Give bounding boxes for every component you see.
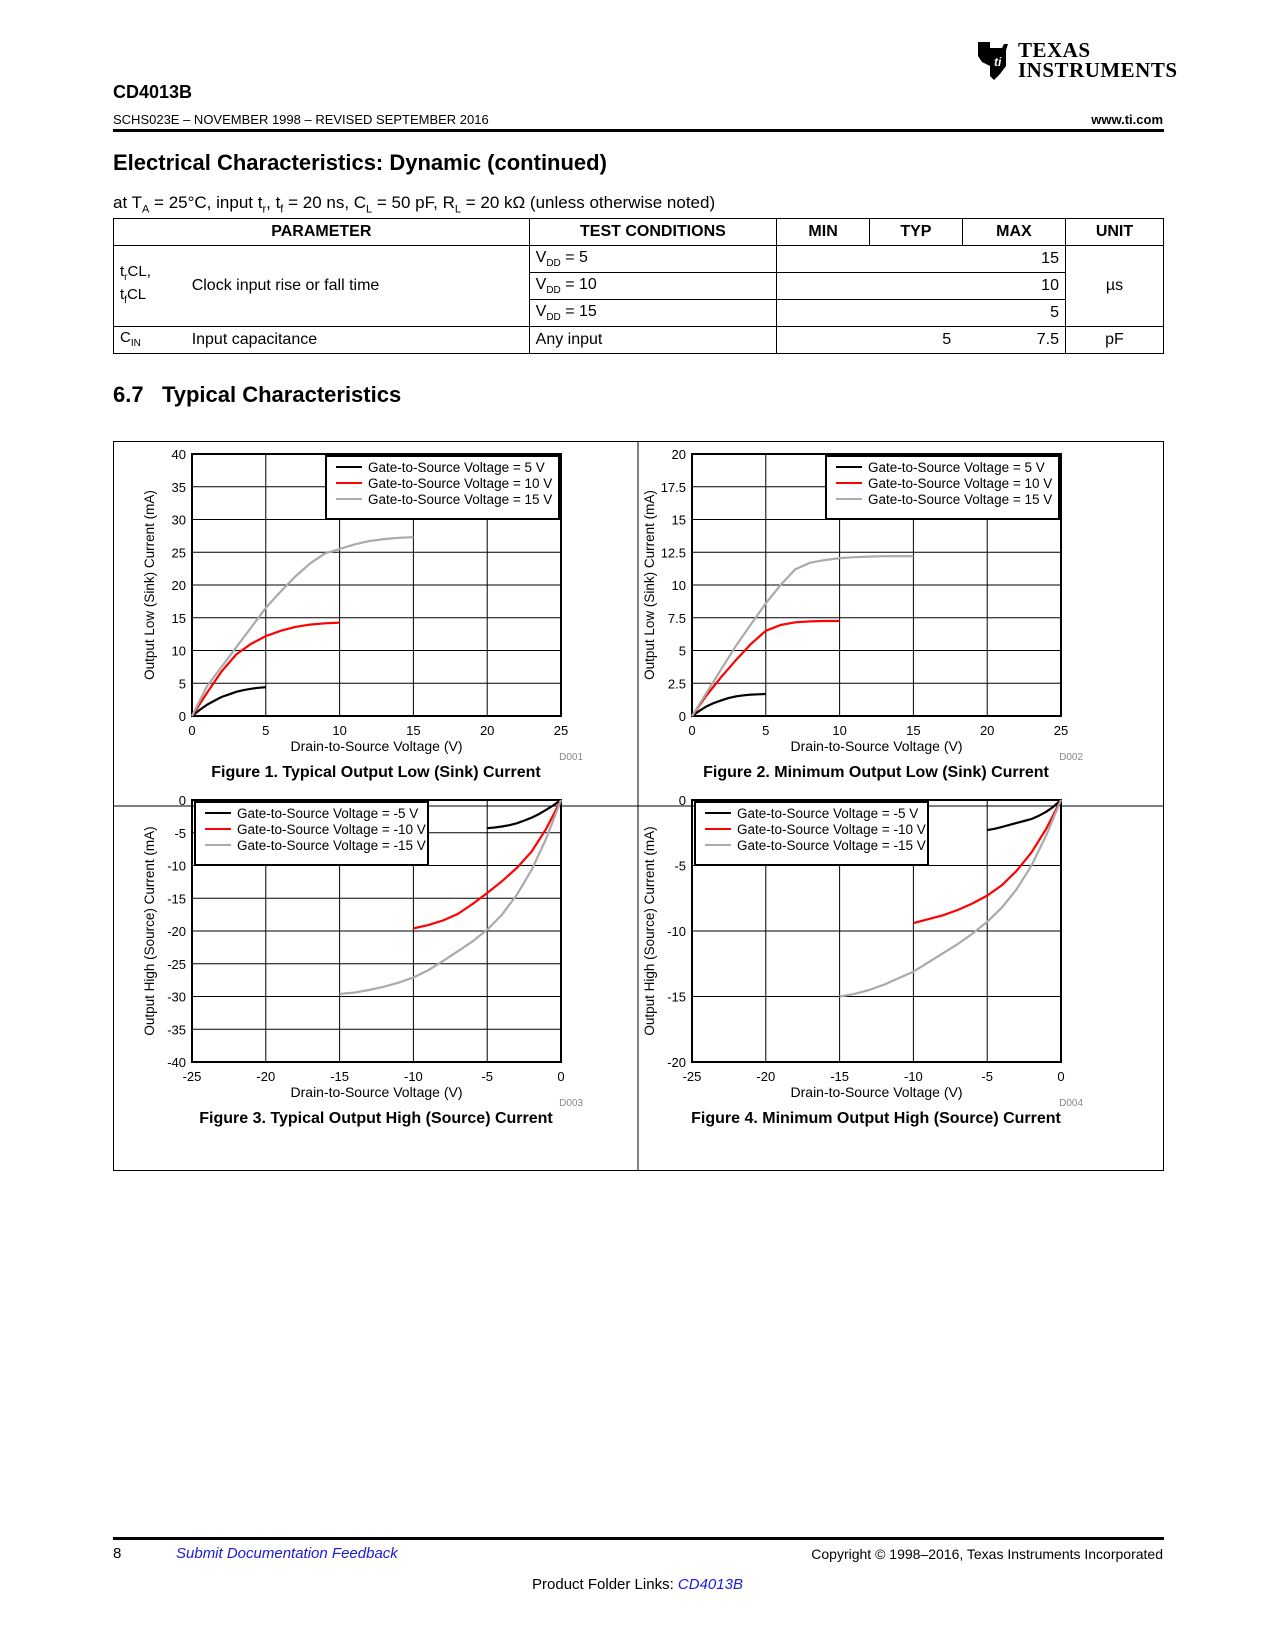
x-axis-label: Drain-to-Source Voltage (V) xyxy=(290,1084,463,1100)
footer-rule xyxy=(113,1537,1164,1540)
header-rule xyxy=(113,129,1164,132)
legend-label: Gate-to-Source Voltage = 15 V xyxy=(868,492,1053,507)
y-tick-label: 7.5 xyxy=(667,610,686,626)
param-description: Input capacitance xyxy=(186,327,529,354)
x-tick-label: 0 xyxy=(688,723,696,738)
symbol-cin: $C_{IN}$ xyxy=(114,327,186,354)
series-line-3 xyxy=(692,556,913,716)
figure-tag: D003 xyxy=(559,1098,583,1109)
y-tick-label: 0 xyxy=(178,709,186,724)
test-condition: $V_{DD} = 10$ xyxy=(529,273,777,300)
figure-caption: Figure 2. Minimum Output Low (Sink) Current xyxy=(703,764,1049,781)
param-description: Clock input rise or fall time xyxy=(186,246,529,327)
x-axis-label: Drain-to-Source Voltage (V) xyxy=(790,1084,963,1100)
unit: pF xyxy=(1065,327,1163,354)
x-tick-label: 5 xyxy=(762,723,770,738)
table-row xyxy=(114,327,1164,354)
copyright: Copyright © 1998–2016, Texas Instruments Incorporated xyxy=(811,1546,1163,1562)
legend xyxy=(695,802,928,865)
y-tick-label: -25 xyxy=(167,956,186,972)
legend xyxy=(326,456,559,519)
y-tick-label: -10 xyxy=(167,858,186,874)
legend-label: Gate-to-Source Voltage = 10 V xyxy=(868,476,1053,491)
x-tick-label: -25 xyxy=(682,1069,702,1084)
legend-label: Gate-to-Source Voltage = 15 V xyxy=(368,492,553,507)
x-tick-label: -15 xyxy=(330,1069,349,1084)
y-tick-label: 12.5 xyxy=(660,545,686,561)
max-value: 10 xyxy=(777,273,1066,300)
table-header-row xyxy=(114,219,1164,246)
x-tick-label: 5 xyxy=(262,723,270,738)
header-test-conditions: TEST CONDITIONS xyxy=(529,219,777,246)
y-tick-label: -10 xyxy=(667,924,686,939)
y-tick-label: 17.5 xyxy=(660,479,686,495)
y-axis-label: Output High (Source) Current (mA) xyxy=(142,826,157,1036)
legend-label: Gate-to-Source Voltage = 10 V xyxy=(368,476,553,491)
max-value: 5 xyxy=(777,300,1066,327)
series-line-1 xyxy=(487,800,561,828)
y-tick-label: 20 xyxy=(671,447,686,462)
table-row xyxy=(114,246,1164,273)
x-tick-label: 0 xyxy=(188,723,196,738)
y-axis-label: Output Low (Sink) Current (mA) xyxy=(142,490,157,680)
test-condition: $V_{DD} = 15$ xyxy=(529,300,777,327)
part-number: CD4013B xyxy=(113,82,193,102)
legend-label: Gate-to-Source Voltage = -15 V xyxy=(737,838,926,853)
x-tick-label: -10 xyxy=(904,1069,923,1084)
legend xyxy=(195,802,428,865)
x-tick-label: 15 xyxy=(406,723,421,738)
header-min: MIN xyxy=(777,219,870,246)
x-tick-label: -25 xyxy=(182,1069,202,1084)
y-tick-label: -20 xyxy=(667,1055,686,1070)
subsection-title: 6.7 Typical Characteristics xyxy=(113,382,402,407)
x-tick-label: -20 xyxy=(256,1069,276,1084)
x-tick-label: -20 xyxy=(756,1069,776,1084)
legend-label: Gate-to-Source Voltage = -10 V xyxy=(237,822,426,837)
y-tick-label: -15 xyxy=(667,989,686,1005)
header-parameter: PARAMETER xyxy=(114,219,530,246)
site-link[interactable]: www.ti.com xyxy=(1091,112,1163,127)
x-tick-label: 10 xyxy=(332,723,347,738)
legend-label: Gate-to-Source Voltage = 5 V xyxy=(368,460,545,475)
max-value: 7.5 xyxy=(1036,331,1059,348)
feedback-link[interactable]: Submit Documentation Feedback xyxy=(176,1545,398,1562)
y-axis-label: Output Low (Sink) Current (mA) xyxy=(642,490,657,680)
figure-tag: D001 xyxy=(559,752,583,763)
logo-line2: INSTRUMENTS xyxy=(1018,58,1178,82)
figure-caption: Figure 1. Typical Output Low (Sink) Current xyxy=(211,764,541,781)
chart-4 xyxy=(642,793,1083,1127)
legend-label: Gate-to-Source Voltage = -10 V xyxy=(737,822,926,837)
product-folder-links: Product Folder Links: CD4013B xyxy=(532,1576,743,1593)
y-tick-label: -5 xyxy=(174,825,186,841)
figure-tag: D002 xyxy=(1059,752,1083,763)
unit: µs xyxy=(1065,246,1163,327)
y-tick-label: 10 xyxy=(671,578,686,593)
y-tick-label: -40 xyxy=(167,1055,186,1070)
legend-label: Gate-to-Source Voltage = -5 V xyxy=(237,806,419,821)
y-tick-label: -20 xyxy=(167,924,186,939)
y-tick-label: 20 xyxy=(171,578,186,593)
legend-label: Gate-to-Source Voltage = -5 V xyxy=(737,806,919,821)
y-tick-label: 40 xyxy=(171,447,186,462)
page-number: 8 xyxy=(113,1545,122,1562)
x-tick-label: 15 xyxy=(906,723,921,738)
y-tick-label: -30 xyxy=(167,989,186,1005)
test-condition: Any input xyxy=(529,327,777,354)
y-tick-label: 5 xyxy=(678,643,686,659)
y-tick-label: 10 xyxy=(171,643,186,659)
test-conditions: at $T_A = 25^\circ C$, input $t_r$, $t_f = 20$ ns, $C_L = 50$ pF, $R_L = 20$ kΩ (unless otherwise noted) xyxy=(113,193,716,216)
legend-label: Gate-to-Source Voltage = -15 V xyxy=(237,838,426,853)
y-tick-label: 0 xyxy=(678,709,686,724)
y-axis-label: Output High (Source) Current (mA) xyxy=(642,826,657,1036)
figures-panel xyxy=(113,441,1164,1171)
y-tick-label: 2.5 xyxy=(667,676,686,692)
x-tick-label: 20 xyxy=(479,723,495,738)
symbol-trcl: $t_rCL$, $t_fCL$ xyxy=(114,246,186,327)
ti-logo-mark: ti xyxy=(994,55,1002,69)
x-tick-label: 0 xyxy=(1057,1069,1065,1084)
figure-caption: Figure 3. Typical Output High (Source) Current xyxy=(199,1110,553,1127)
x-tick-label: 20 xyxy=(979,723,995,738)
y-tick-label: -35 xyxy=(167,1022,186,1038)
header-unit: UNIT xyxy=(1065,219,1163,246)
x-tick-label: 25 xyxy=(1053,723,1069,738)
chart-1 xyxy=(142,447,583,781)
x-tick-label: -15 xyxy=(830,1069,849,1084)
legend-label: Gate-to-Source Voltage = 5 V xyxy=(868,460,1045,475)
figure-tag: D004 xyxy=(1059,1098,1083,1109)
product-folder-link[interactable]: CD4013B xyxy=(677,1576,743,1593)
y-tick-label: 25 xyxy=(171,545,186,561)
y-tick-label: -5 xyxy=(674,858,686,874)
max-value: 15 xyxy=(777,246,1066,273)
figure-caption: Figure 4. Minimum Output High (Source) Current xyxy=(691,1110,1061,1127)
ti-logo xyxy=(968,36,1178,86)
x-axis-label: Drain-to-Source Voltage (V) xyxy=(290,738,463,754)
test-condition: $V_{DD} = 5$ xyxy=(529,246,777,273)
x-tick-label: -10 xyxy=(404,1069,423,1084)
section-title: Electrical Characteristics: Dynamic (continued) xyxy=(113,150,607,175)
y-tick-label: 15 xyxy=(171,610,186,626)
legend xyxy=(826,456,1059,519)
header-typ: TYP xyxy=(870,219,963,246)
y-tick-label: 0 xyxy=(178,793,186,808)
typ-value: 5 xyxy=(942,331,952,348)
typ-max-cell xyxy=(777,327,1066,354)
y-tick-label: 5 xyxy=(178,676,186,692)
logo-line1: TEXAS xyxy=(1018,38,1091,62)
figures-svg xyxy=(114,442,1163,1170)
dynamic-characteristics-table xyxy=(113,218,1164,354)
x-tick-label: 0 xyxy=(557,1069,565,1084)
header-max: MAX xyxy=(962,219,1065,246)
y-tick-label: 15 xyxy=(671,512,686,528)
x-tick-label: 10 xyxy=(832,723,847,738)
doc-revision: SCHS023E – NOVEMBER 1998 – REVISED SEPTEMBER 2016 xyxy=(113,112,489,127)
x-tick-label: 25 xyxy=(553,723,569,738)
chart-2 xyxy=(642,447,1083,781)
y-tick-label: 35 xyxy=(171,479,186,495)
y-tick-label: 0 xyxy=(678,793,686,808)
y-tick-label: 30 xyxy=(171,512,186,528)
y-tick-label: -15 xyxy=(167,891,186,907)
x-axis-label: Drain-to-Source Voltage (V) xyxy=(790,738,963,754)
x-tick-label: -5 xyxy=(981,1069,993,1084)
chart-3 xyxy=(142,793,583,1127)
x-tick-label: -5 xyxy=(481,1069,493,1084)
